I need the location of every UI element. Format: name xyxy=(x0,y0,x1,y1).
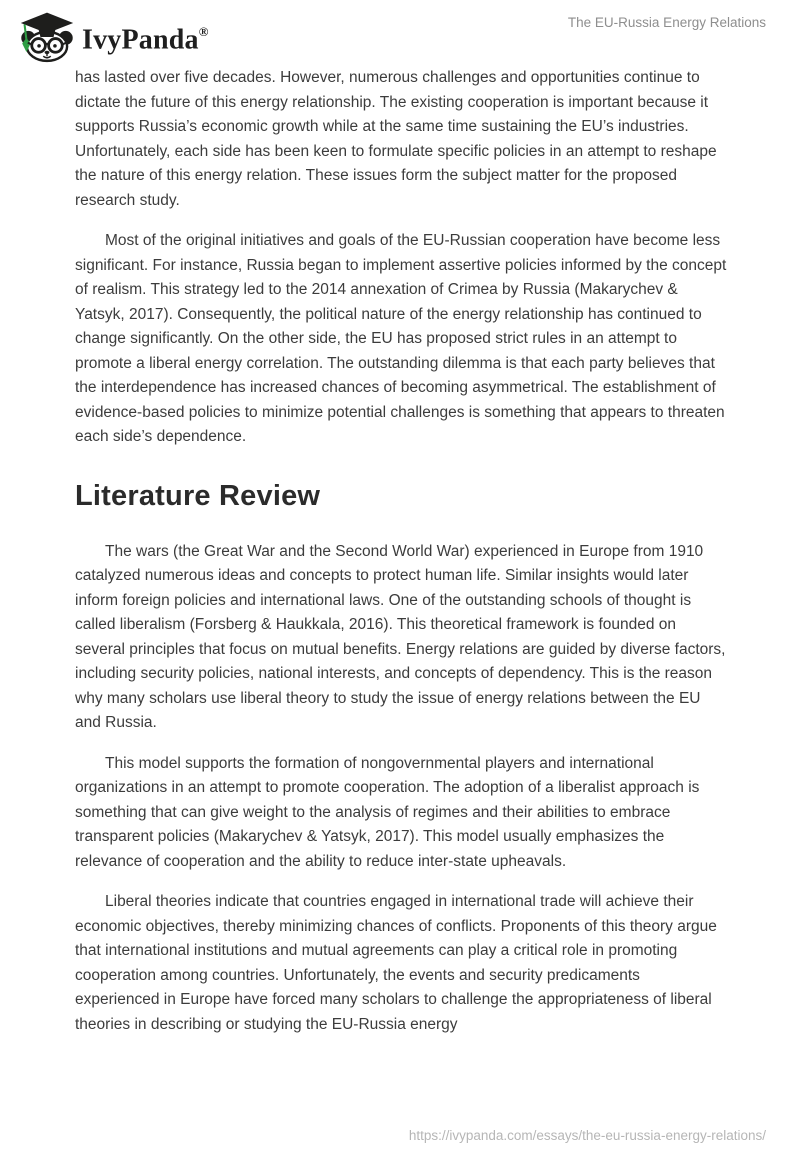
page-header xyxy=(18,8,766,66)
source-url: https://ivypanda.com/essays/the-eu-russia-energy-relations/ xyxy=(408,1128,766,1143)
ivypanda-panda-logo-icon xyxy=(18,11,76,63)
paragraph: Liberal theories indicate that countries engaged in international trade will achieve their economic objectives, thereby minimizing chances of conflicts. Proponents of this theory argue that international institutions and mutual agreements can play a critical role in promoting cooperation among countries. Unfortunately, the events and security predicaments experienced in Europe have forced many scholars to challenge the appropriateness of liberal theories in describing or studying the EU-Russia energy xyxy=(75,893,717,1033)
brand-name xyxy=(82,8,209,66)
paragraph: This model supports the formation of nongovernmental players and international organizations in an attempt to promote cooperation. The adoption of a liberalist approach is something that can give weight to the analysis of regimes and their abilities to embrace transparent policies (Makarychev & Yatsyk, 2017). This model usually emphasizes the relevance of cooperation and the ability to reduce inter-state upheavals. xyxy=(75,754,700,870)
page-footer xyxy=(409,1128,766,1143)
registered-trademark: ® xyxy=(198,24,209,39)
paragraph: Most of the original initiatives and goals of the EU-Russian cooperation have become less significant. For instance, Russia began to implement assertive policies informed by the concept of realism. This strategy led to the 2014 annexation of Crimea by Russia (Makarychev & Yatsyk, 2017). Consequently, the political nature of the energy relationship has continued to change significantly. On the other side, the EU has proposed strict rules in an attempt to promote a liberal energy correlation. The outstanding dilemma is that each party believes that the interdependence has increased chances of becoming asymmetrical. The establishment of evidence-based policies to minimize potential challenges is something that appears to threaten each side’s dependence. xyxy=(75,232,727,445)
document-title: The EU-Russia Energy Relations xyxy=(567,15,766,30)
brand xyxy=(18,8,209,66)
paragraph-continuation: has lasted over five decades. However, numerous challenges and opportunities continue to dictate the future of this energy relationship. The existing cooperation is important because it supports Russia’s economic growth while at the same time sustaining the EU’s industries. Unfortunately, each side has been keen to formulate specific policies in an attempt to reshape the nature of this energy relation. These issues form the subject matter for the proposed research study. xyxy=(75,69,717,209)
paragraph: The wars (the Great War and the Second World War) experienced in Europe from 1910 catalyzed numerous ideas and concepts to protect human life. Similar insights would later inform foreign policies and international laws. One of the outstanding schools of thought is called liberalism (Forsberg & Haukkala, 2016). This theoretical framework is founded on several principles that focus on mutual benefits. Energy relations are guided by diverse factors, including security policies, national interests, and concepts of dependency. This is the reason why many scholars use liberal theory to study the issue of energy relations between the EU and Russia. xyxy=(75,542,726,731)
brand-text: IvyPanda xyxy=(82,24,199,56)
section-heading-literature-review: Literature Review xyxy=(75,479,321,512)
essay-content xyxy=(75,66,727,1053)
